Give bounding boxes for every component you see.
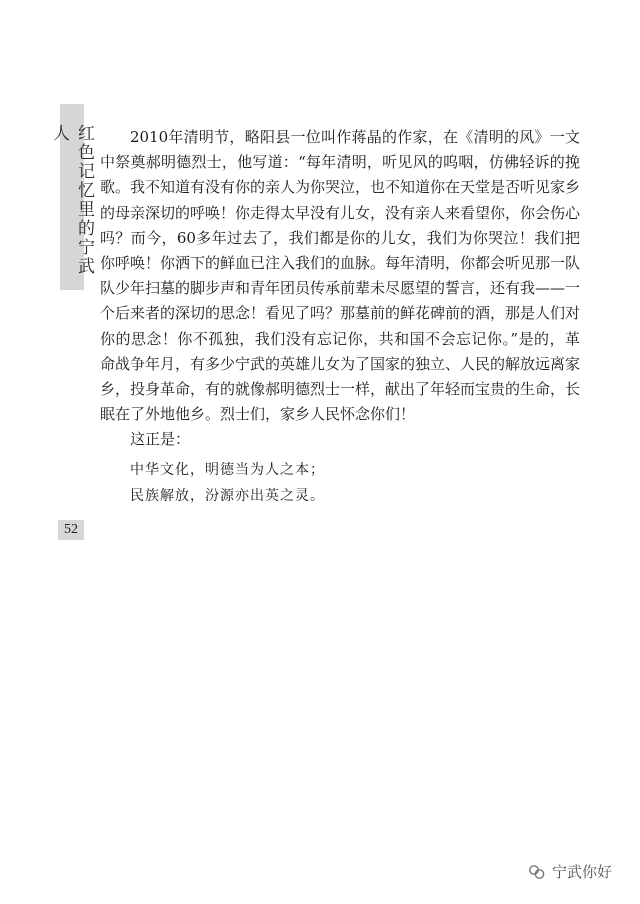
wechat-official-account-icon: [528, 864, 546, 880]
poem-line: 中华文化，明德当为人之本；: [130, 461, 325, 478]
side-tab-title: 红色记忆里的宁武人: [49, 124, 94, 276]
watermark: [528, 861, 612, 882]
poem-line: 民族解放，汾源亦出英之灵。: [130, 487, 325, 504]
page-number: 52: [58, 520, 84, 540]
article-paragraph: 2010年清明节，略阳县一位叫作蒋晶的作家，在《清明的风》一文中祭奠郝明德烈士，他写道：“每年清明，听见风的呜咽，仿佛轻诉的挽歌。我不知道有没有你的亲人为你哭泣，也不知道你在天堂是否听见家乡的母亲深切的呼唤！你走得太早没有儿女，没有亲人来看望你，你会伤心吗？而今，60多年过去了，我们都是你的儿女，我们为你哭泣！我们把你呼唤！你洒下的鲜血已注入我们的血脉。每年清明，你都会听见那一队队少年扫墓的脚步声和青年团员传承前辈未尽愿望的誓言，还有我——一个后来者的深切的思念！看见了吗？那墓前的鲜花碑前的酒，那是人们对你的思念！你不孤独，我们没有忘记你，共和国不会忘记你。”是的，革命战争年月，有多少宁武的英雄儿女为了国家的独立、人民的解放远离家乡，投身革命，有的就像郝明德烈士一样，献出了年轻而宝贵的生命，长眠在了外地他乡。烈士们，家乡人民怀念你们！: [100, 128, 581, 424]
poem-intro: 这正是：: [130, 430, 191, 449]
watermark-text: 宁武你好: [552, 863, 613, 881]
side-tab: [49, 104, 94, 290]
article-body: [100, 125, 580, 509]
poem-couplet: [100, 457, 580, 509]
